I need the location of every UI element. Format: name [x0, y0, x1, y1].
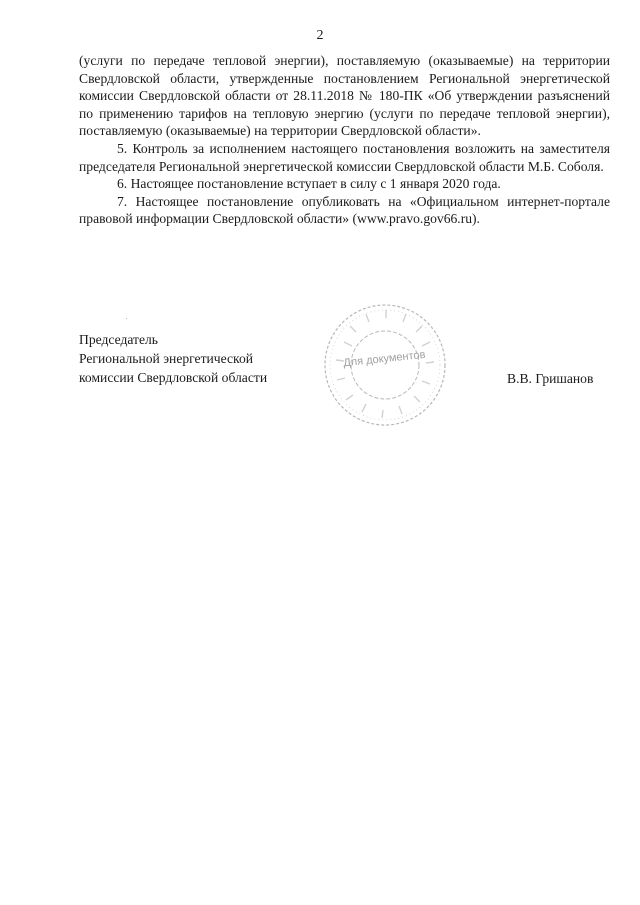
official-seal-stamp — [322, 302, 448, 428]
page-number: 2 — [316, 28, 324, 43]
scan-speck — [126, 318, 127, 319]
signatory-title — [79, 330, 267, 387]
paragraph-item-7: 7. Настоящее постановление опубликовать на «Официальном интернет-портале правовой информации Свердловской области» (www.pravo.gov66.ru). — [79, 193, 610, 227]
stamp-center-text: Для документов — [342, 348, 426, 370]
signatory-title-line-3: комиссии Свердловской области — [79, 370, 268, 385]
signatory-title-line-1: Председатель — [79, 332, 158, 347]
signatory-name: В.В. Гришанов — [507, 371, 594, 386]
paragraph-item-5: 5. Контроль за исполнением настоящего постановления возложить на заместителя председателя Региональной энергетической комиссии Свердловской области М.Б. Соболя. — [79, 140, 610, 174]
document-body — [79, 52, 610, 228]
paragraph-item-6: 6. Настоящее постановление вступает в силу с 1 января 2020 года. — [117, 176, 501, 192]
signatory-title-line-2: Региональной энергетической — [79, 351, 254, 366]
paragraph-continuation: (услуги по передаче тепловой энергии), поставляемую (оказываемые) на территории Свердловской области, утвержденные постановлением Региональной энергетической комиссии Свердловской области от 28.11.2018 № 180-ПК «Об утверждении разъяснений по применению тарифов на тепловую энергию (услуги по передаче тепловой энергии), поставляемую (оказываемые) на территории Свердловской области». — [79, 53, 610, 139]
